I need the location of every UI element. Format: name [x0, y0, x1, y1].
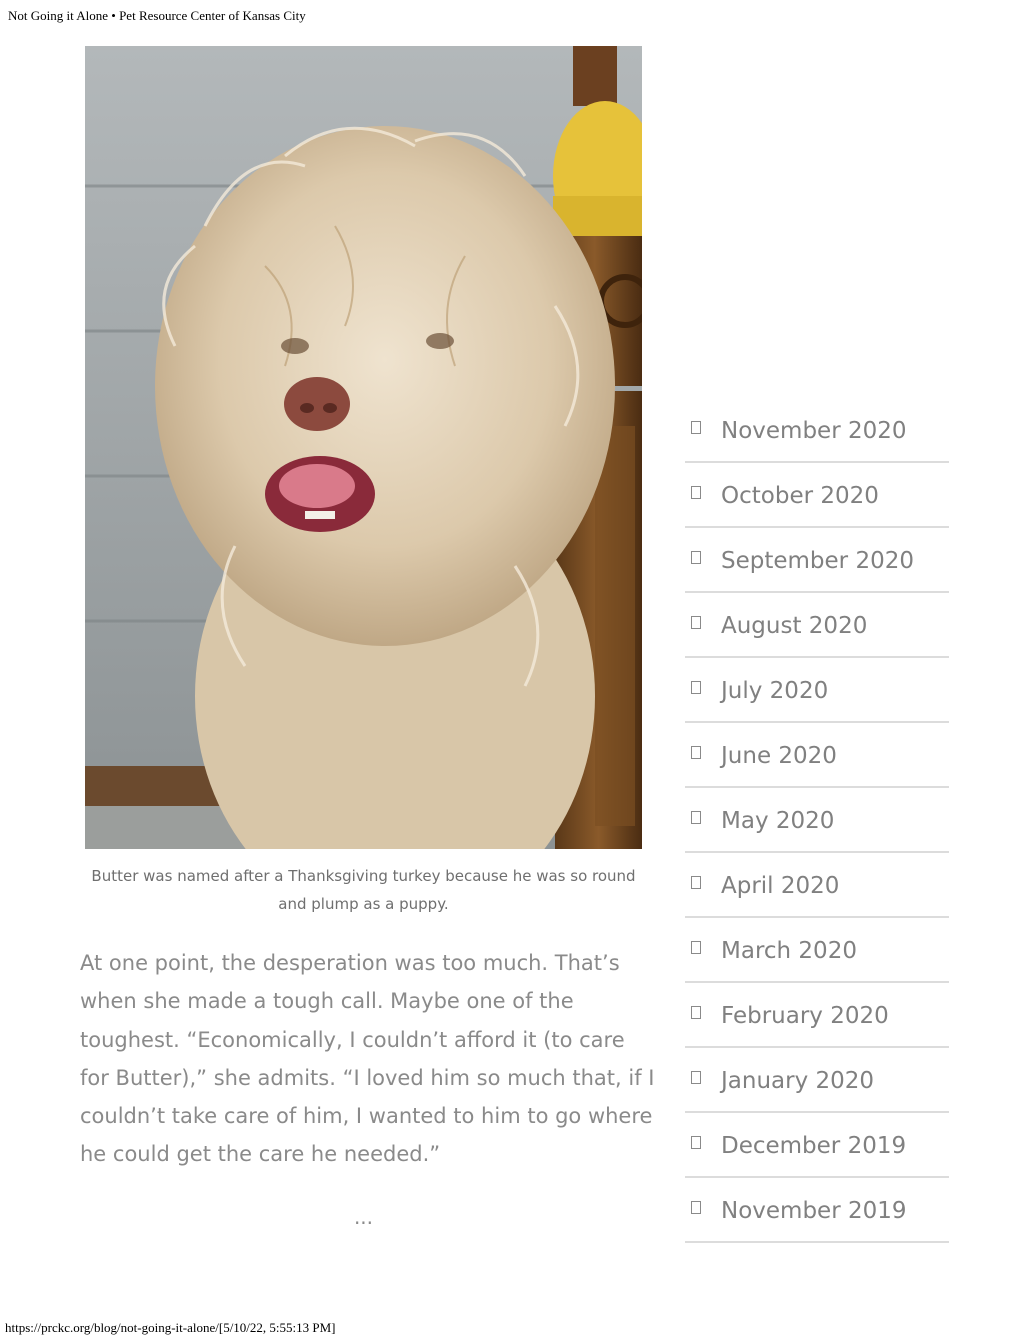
checkbox-icon	[691, 1136, 701, 1149]
print-footer: https://prckc.org/blog/not-going-it-alone/[5/10/22, 5:55:13 PM]	[5, 1320, 336, 1335]
archive-link-november-2019[interactable]: November 2019	[721, 1198, 907, 1224]
archive-link-may-2020[interactable]: May 2020	[721, 808, 835, 834]
archive-item	[685, 1178, 949, 1243]
checkbox-icon	[691, 1006, 701, 1019]
checkbox-icon	[691, 616, 701, 629]
checkbox-icon	[691, 746, 701, 759]
archive-link-november-2020[interactable]: November 2020	[721, 418, 907, 444]
archive-link-january-2020[interactable]: January 2020	[721, 1068, 875, 1094]
archive-link-march-2020[interactable]: March 2020	[721, 938, 857, 964]
continuation-ellipsis: ...	[353, 1205, 374, 1229]
article-paragraph: At one point, the desperation was too much. That’s when she made a tough call. Maybe one of the toughest. “Economically, I couldn’t afford it (to care for Butter),” she admits. “I loved him so much that, if I couldn’t take care of him, I wanted to him to go where he could get the care he needed.”	[80, 951, 655, 1167]
checkbox-icon	[691, 941, 701, 954]
archive-item	[685, 983, 949, 1048]
photo-caption: Butter was named after a Thanksgiving turkey because he was so round and plump as a puppy.	[91, 867, 636, 913]
archive-item	[685, 398, 949, 463]
archive-item	[685, 853, 949, 918]
archive-link-june-2020[interactable]: June 2020	[721, 743, 837, 769]
archive-item	[685, 918, 949, 983]
archive-item	[685, 463, 949, 528]
archive-link-july-2020[interactable]: July 2020	[721, 678, 829, 704]
checkbox-icon	[691, 1201, 701, 1214]
archive-link-december-2019[interactable]: December 2019	[721, 1133, 907, 1159]
archive-link-august-2020[interactable]: August 2020	[721, 613, 868, 639]
archive-item	[685, 528, 949, 593]
archive-item	[685, 1113, 949, 1178]
archive-item	[685, 723, 949, 788]
print-header: Not Going it Alone • Pet Resource Center of Kansas City	[8, 8, 306, 23]
checkbox-icon	[691, 876, 701, 889]
checkbox-icon	[691, 1071, 701, 1084]
checkbox-icon	[691, 551, 701, 564]
archive-item	[685, 788, 949, 853]
archive-item	[685, 658, 949, 723]
checkbox-icon	[691, 486, 701, 499]
archive-item	[685, 593, 949, 658]
archive-link-april-2020[interactable]: April 2020	[721, 873, 840, 899]
checkbox-icon	[691, 421, 701, 434]
dog-photo	[85, 46, 642, 849]
archive-link-october-2020[interactable]: October 2020	[721, 483, 879, 509]
checkbox-icon	[691, 681, 701, 694]
archive-link-february-2020[interactable]: February 2020	[721, 1003, 889, 1029]
archive-link-september-2020[interactable]: September 2020	[721, 548, 914, 574]
archive-list	[685, 398, 949, 1243]
archive-item	[685, 1048, 949, 1113]
checkbox-icon	[691, 811, 701, 824]
